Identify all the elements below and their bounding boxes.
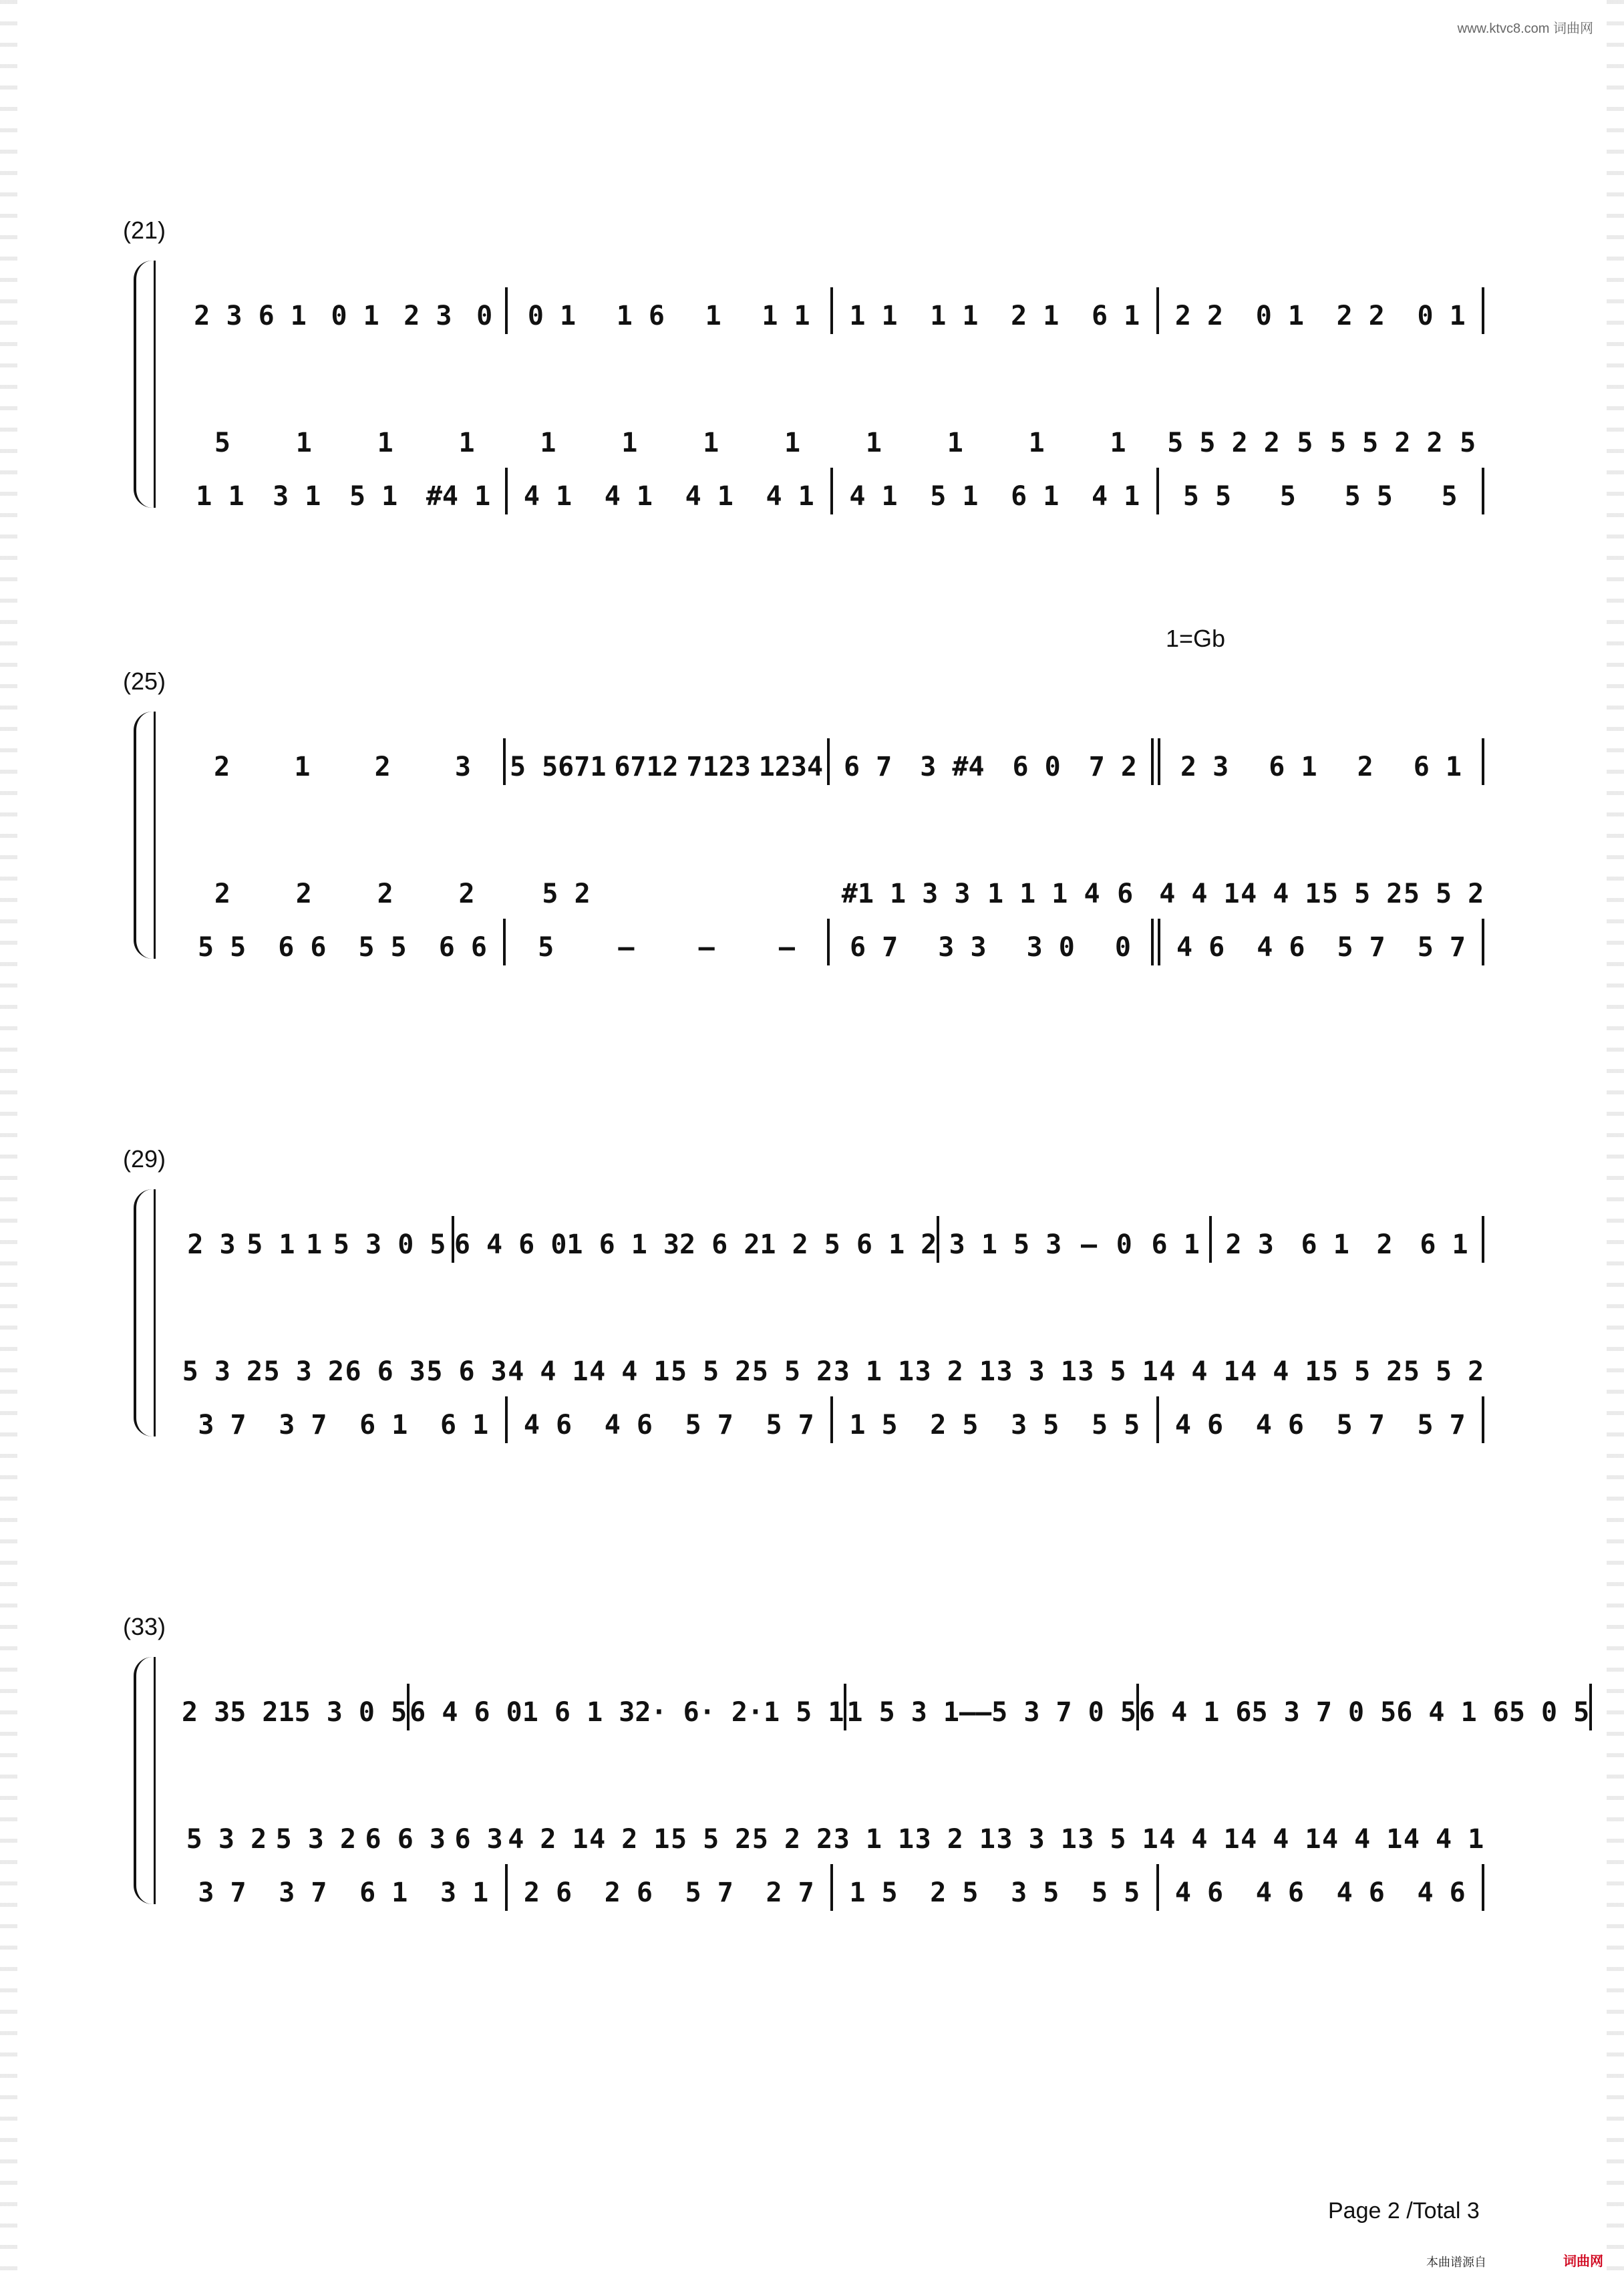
note-group: 5 xyxy=(214,428,230,458)
note-group: 5 3 0 5 xyxy=(333,1229,446,1260)
note-group: 6 6 3 xyxy=(345,1356,426,1387)
note-group: 1234 xyxy=(758,752,824,782)
note-group: #1 1 3 3 xyxy=(841,879,971,909)
note-group: 2 1 xyxy=(1011,301,1060,331)
measure xyxy=(833,298,1156,334)
note-group: 6 7 xyxy=(850,932,899,963)
note-group: – xyxy=(698,932,715,963)
measure-number: (29) xyxy=(123,1145,166,1173)
note-group: 4 4 1 xyxy=(1241,1824,1321,1855)
note-group: 5 5 xyxy=(1091,1410,1140,1440)
note-group: 2 xyxy=(295,879,312,909)
note-group: 2 xyxy=(214,752,230,782)
note-group: 6 4 1 6 xyxy=(1396,1697,1509,1728)
note-group: 5 3 0 5 xyxy=(294,1697,408,1728)
note-group: 1 1 xyxy=(196,481,245,512)
note-group: 2· 6· 2· xyxy=(635,1697,764,1728)
note-group: 5 1 xyxy=(930,481,979,512)
note-group: 5 5 xyxy=(1344,481,1393,512)
note-group: 6 4 6 0 xyxy=(410,1697,522,1728)
note-group: 0 1 xyxy=(1255,301,1304,331)
measure xyxy=(182,749,503,785)
note-group: 6 1 xyxy=(1301,1229,1349,1260)
measure xyxy=(182,478,505,514)
note-group: – xyxy=(975,1697,992,1728)
note-group: 5 6 3 xyxy=(426,1356,507,1387)
note-group: 3 1 xyxy=(273,481,321,512)
note-group: 1 6 1 3 xyxy=(522,1697,635,1728)
right-watermark-strip xyxy=(1607,0,1624,2283)
note-group: 1 xyxy=(865,428,882,458)
note-group: 2 3 6 1 xyxy=(194,301,307,331)
measure xyxy=(508,1407,831,1443)
measure-number: (21) xyxy=(123,216,166,244)
note-group: 4 6 xyxy=(523,1410,573,1440)
note-group: 2 xyxy=(377,879,393,909)
note-group: 3 1 5 3 xyxy=(949,1229,1062,1260)
note-group: 2 6 xyxy=(523,1877,573,1908)
measure-number: (25) xyxy=(123,667,166,695)
note-group: 2 5 xyxy=(930,1877,979,1908)
note-group: 6 1 xyxy=(1151,1229,1200,1260)
footer-brand: 本曲谱源自 xyxy=(1426,2256,1486,2269)
note-group: 1 1 xyxy=(849,301,898,331)
measure xyxy=(454,1227,937,1263)
bass-line xyxy=(182,434,1484,514)
note-group: 5 3 7 0 5 xyxy=(991,1697,1136,1728)
system-row xyxy=(123,1143,1496,1457)
note-group: 1 xyxy=(306,1229,323,1260)
system-brace xyxy=(134,1657,152,1904)
note-group: 4 6 xyxy=(1336,1877,1385,1908)
note-group: 2 6 xyxy=(604,1877,653,1908)
note-group: 1 xyxy=(703,428,719,458)
note-group: 2 xyxy=(214,879,230,909)
note-group: 1 1 1 4 xyxy=(987,879,1100,909)
note-group: – xyxy=(778,932,795,963)
note-group: 3 7 xyxy=(279,1877,327,1908)
note-group: 3 5 1 xyxy=(1078,1356,1158,1387)
measure xyxy=(410,1694,844,1730)
note-group: 2 3 xyxy=(187,1229,236,1260)
note-group: 6 0 xyxy=(1012,752,1061,782)
note-group: 4 1 xyxy=(766,481,814,512)
note-group: 6 1 xyxy=(359,1410,408,1440)
note-group: 4 4 1 xyxy=(589,1356,670,1387)
note-group: – xyxy=(618,932,635,963)
note-group: 5 5 2 xyxy=(1403,879,1484,909)
note-group: 5 7 xyxy=(1337,932,1386,963)
note-group: 5 3 2 xyxy=(182,1356,263,1387)
note-group: 5 7 xyxy=(1336,1410,1385,1440)
note-group: 4 6 xyxy=(1255,1410,1304,1440)
note-group: 5 5 2 xyxy=(1403,1356,1484,1387)
note-group: 1 xyxy=(377,428,393,458)
note-group: 4 4 1 xyxy=(508,1356,589,1387)
treble-line xyxy=(182,705,1484,785)
note-group: 4 6 xyxy=(604,1410,653,1440)
system-brace xyxy=(134,712,152,959)
note-group: 3 2 1 xyxy=(915,1356,996,1387)
note-group: 5 2 2 xyxy=(752,1824,833,1855)
note-group: 3 3 1 xyxy=(996,1824,1077,1855)
note-group: 5 7 xyxy=(685,1877,734,1908)
system-start-line xyxy=(154,1657,156,1904)
note-group: 6 6 3 xyxy=(365,1824,446,1855)
system-brace xyxy=(134,261,152,508)
note-group: 1 xyxy=(294,752,311,782)
note-group: 2 3 xyxy=(182,1697,230,1728)
note-group: 2 7 xyxy=(766,1877,814,1908)
note-group: 1 xyxy=(278,1697,295,1728)
treble-line xyxy=(182,1183,1484,1263)
note-group: 5 5 2 xyxy=(670,1356,752,1387)
note-group: 6 4 1 6 xyxy=(1138,1697,1252,1728)
note-group: 0 xyxy=(476,301,493,331)
measure xyxy=(508,298,831,334)
system-start-line xyxy=(154,712,156,959)
bass-line xyxy=(182,1831,1484,1911)
note-group: 6 1 xyxy=(1269,752,1317,782)
measure xyxy=(508,478,831,514)
note-group: 5 5671 xyxy=(509,752,607,782)
note-group: 2 2 xyxy=(1336,301,1385,331)
note-group: 4 1 xyxy=(604,481,653,512)
note-group: 5 5 xyxy=(1091,1877,1140,1908)
measure xyxy=(833,1875,1156,1911)
note-group: 2 xyxy=(458,879,475,909)
note-group: 4 6 xyxy=(1257,932,1305,963)
note-group: 2 xyxy=(374,752,391,782)
note-group: 2 6 2 xyxy=(679,1229,760,1260)
bar-line xyxy=(1482,287,1484,334)
note-group: 4 2 1 xyxy=(589,1824,670,1855)
bar-line xyxy=(1482,919,1484,965)
bass-line xyxy=(182,885,1484,965)
measure xyxy=(1159,478,1482,514)
note-group: 6 1 xyxy=(359,1877,408,1908)
page-number: Page 2 /Total 3 xyxy=(1328,2198,1480,2224)
note-group: 3 0 xyxy=(1026,932,1075,963)
measure xyxy=(830,749,1151,785)
note-group: 3 #4 xyxy=(920,752,985,782)
note-group: – xyxy=(1080,1229,1098,1260)
note-group: 5 7 xyxy=(766,1410,814,1440)
note-group: 4 1 xyxy=(685,481,734,512)
note-group: 5 3 7 0 5 xyxy=(1251,1697,1397,1728)
measure xyxy=(846,1694,1136,1730)
measure xyxy=(1160,929,1482,965)
measure xyxy=(833,1407,1156,1443)
note-group: 4 6 xyxy=(1255,1877,1304,1908)
note-group: 3 3 1 xyxy=(996,1356,1077,1387)
measure xyxy=(182,1875,505,1911)
footer-brand-red: 词曲网 xyxy=(1563,2254,1603,2269)
bar-line xyxy=(1482,1864,1484,1911)
note-group: 4 6 xyxy=(1174,1410,1224,1440)
note-group: 6 1 xyxy=(1420,1229,1468,1260)
system-start-line xyxy=(154,261,156,508)
measure xyxy=(1159,1875,1482,1911)
note-group: #4 1 xyxy=(426,481,491,512)
note-group: 4 4 1 xyxy=(1321,1824,1403,1855)
note-group: 5 3 2 xyxy=(263,1356,345,1387)
bar-line xyxy=(1482,738,1484,785)
note-group: 1 xyxy=(705,301,721,331)
measure xyxy=(182,1227,452,1263)
note-group: 4 6 xyxy=(1176,932,1225,963)
note-group: 5 5 2 xyxy=(1321,879,1403,909)
note-group: 1 xyxy=(947,428,963,458)
note-group: 6 3 xyxy=(454,1824,503,1855)
note-group: 6 4 6 0 xyxy=(454,1229,567,1260)
note-group: 1 5 xyxy=(849,1410,898,1440)
note-group: 4 4 1 xyxy=(1403,1824,1484,1855)
note-group: 5 xyxy=(538,932,554,963)
system-brace xyxy=(134,1189,152,1436)
note-group: 5 7 xyxy=(685,1410,734,1440)
note-group: 1 1 xyxy=(930,301,979,331)
measure xyxy=(182,1694,407,1730)
measure xyxy=(833,478,1156,514)
note-group: 1 2 5 6 1 2 xyxy=(760,1229,937,1260)
note-group: 0 1 xyxy=(527,301,577,331)
note-group: 1 xyxy=(1028,428,1045,458)
system-row xyxy=(123,665,1496,979)
note-group: – xyxy=(959,1697,976,1728)
note-group: 0 xyxy=(1114,932,1131,963)
note-group: 1 5 3 1 xyxy=(846,1697,959,1728)
measure xyxy=(939,1227,1209,1263)
note-group: 5 3 2 xyxy=(186,1824,267,1855)
measure xyxy=(830,929,1151,965)
note-group: 6 xyxy=(1117,879,1134,909)
note-group: 5 xyxy=(1279,481,1296,512)
bar-line xyxy=(1151,738,1160,785)
note-group: 5 2 xyxy=(230,1697,279,1728)
note-group: 0 1 xyxy=(331,301,379,331)
bass-line xyxy=(182,1363,1484,1443)
note-group: 6 1 xyxy=(1091,301,1140,331)
bar-line xyxy=(1482,468,1484,514)
note-group: 2 2 xyxy=(1174,301,1224,331)
note-group: 1 xyxy=(295,428,312,458)
note-group: 5 xyxy=(1441,481,1458,512)
note-group: 1 6 1 3 xyxy=(566,1229,679,1260)
note-group: 6712 xyxy=(614,752,679,782)
note-group: 5 xyxy=(1297,428,1313,458)
note-group: 6 7 xyxy=(843,752,892,782)
note-group: 3 7 xyxy=(198,1877,247,1908)
note-group: 3 xyxy=(454,752,471,782)
treble-line xyxy=(182,254,1484,334)
note-group: 4 4 1 xyxy=(1159,1824,1240,1855)
note-group: 2 3 xyxy=(403,301,452,331)
note-group: 0 1 xyxy=(1417,301,1466,331)
measure xyxy=(506,749,827,785)
note-group: 2 xyxy=(1376,1229,1393,1260)
note-group: 0 xyxy=(1116,1229,1132,1260)
measure xyxy=(182,929,503,965)
note-group: 4 1 xyxy=(523,481,573,512)
note-group: 4 4 1 xyxy=(1159,1356,1240,1387)
note-group: 1 xyxy=(621,428,638,458)
note-group: 5 3 2 xyxy=(275,1824,357,1855)
note-group: 5 5 xyxy=(198,932,247,963)
measure xyxy=(1159,1407,1482,1443)
note-group: 5 1 xyxy=(247,1229,295,1260)
note-group: 1 xyxy=(540,428,556,458)
note-group: 1 6 xyxy=(616,301,665,331)
system-start-line xyxy=(154,1189,156,1436)
note-group: 5 5 2 xyxy=(752,1356,833,1387)
note-group: 4 6 xyxy=(1417,1877,1466,1908)
measure xyxy=(182,298,505,334)
note-group: 3 1 1 xyxy=(833,1356,915,1387)
bar-line xyxy=(1151,919,1160,965)
measure xyxy=(1212,1227,1482,1263)
measure xyxy=(182,1407,505,1443)
note-group: 5 2 xyxy=(542,879,591,909)
note-group: 3 3 xyxy=(938,932,987,963)
system-row xyxy=(123,214,1496,528)
bar-line xyxy=(1482,1396,1484,1443)
note-group: 5 7 xyxy=(1417,1410,1466,1440)
note-group: 2 xyxy=(1357,752,1373,782)
note-group: 1 xyxy=(458,428,475,458)
note-group: 5 5 2 2 xyxy=(1167,428,1280,458)
note-group: 4 6 xyxy=(1174,1877,1224,1908)
note-group: 4 4 1 xyxy=(1241,879,1321,909)
note-group: 5 xyxy=(1460,428,1476,458)
note-group: 3 1 xyxy=(440,1877,489,1908)
note-group: 7123 xyxy=(686,752,751,782)
note-group: 4 4 1 xyxy=(1241,1356,1321,1387)
note-group: 1 xyxy=(1110,428,1126,458)
note-group: 1 xyxy=(784,428,801,458)
note-group: 5 5 2 2 xyxy=(1330,428,1443,458)
note-group: 4 2 1 xyxy=(508,1824,589,1855)
note-group: 6 1 xyxy=(1413,752,1462,782)
note-group: 3 2 1 xyxy=(915,1824,996,1855)
note-group: 1 1 xyxy=(762,301,810,331)
note-group: 5 7 xyxy=(1417,932,1466,963)
measure xyxy=(506,929,827,965)
note-group: 5 5 xyxy=(358,932,407,963)
note-group: 3 7 xyxy=(279,1410,327,1440)
measure xyxy=(508,1875,831,1911)
bar-line xyxy=(1482,1216,1484,1263)
bar-line xyxy=(1589,1684,1592,1730)
note-group: 3 7 xyxy=(198,1410,247,1440)
left-watermark-strip xyxy=(0,0,17,2283)
system-row xyxy=(123,1610,1590,1924)
note-group: 6 1 xyxy=(440,1410,489,1440)
note-group: 3 5 xyxy=(1011,1877,1060,1908)
note-group: 2 5 xyxy=(930,1410,979,1440)
note-group: 5 5 2 xyxy=(670,1824,752,1855)
site-url: www.ktvc8.com 词曲网 xyxy=(1457,21,1593,36)
measure xyxy=(1160,749,1482,785)
note-group: 5 5 2 xyxy=(1321,1356,1403,1387)
note-group: 6 1 xyxy=(1011,481,1060,512)
note-group: 2 3 xyxy=(1180,752,1229,782)
note-group: 3 5 xyxy=(1011,1410,1060,1440)
treble-line xyxy=(182,1650,1590,1730)
measure-number: (33) xyxy=(123,1613,166,1640)
note-group: 1 5 1 xyxy=(763,1697,844,1728)
key-change-label: 1=Gb xyxy=(1166,625,1226,652)
note-group: 4 1 xyxy=(849,481,898,512)
note-group: 6 6 xyxy=(278,932,327,963)
note-group: 3 5 1 xyxy=(1078,1824,1158,1855)
note-group: 5 1 xyxy=(349,481,398,512)
measure xyxy=(1159,298,1482,334)
measure xyxy=(1139,1694,1589,1730)
note-group: 2 3 xyxy=(1225,1229,1274,1260)
note-group: 5 5 xyxy=(1182,481,1232,512)
note-group: 1 5 xyxy=(849,1877,898,1908)
note-group: 7 2 xyxy=(1088,752,1137,782)
note-group: 3 1 1 xyxy=(833,1824,915,1855)
note-group: 6 6 xyxy=(438,932,487,963)
note-group: 4 1 xyxy=(1091,481,1140,512)
note-group: 4 4 1 xyxy=(1159,879,1240,909)
note-group: 5 0 5 xyxy=(1508,1697,1590,1728)
